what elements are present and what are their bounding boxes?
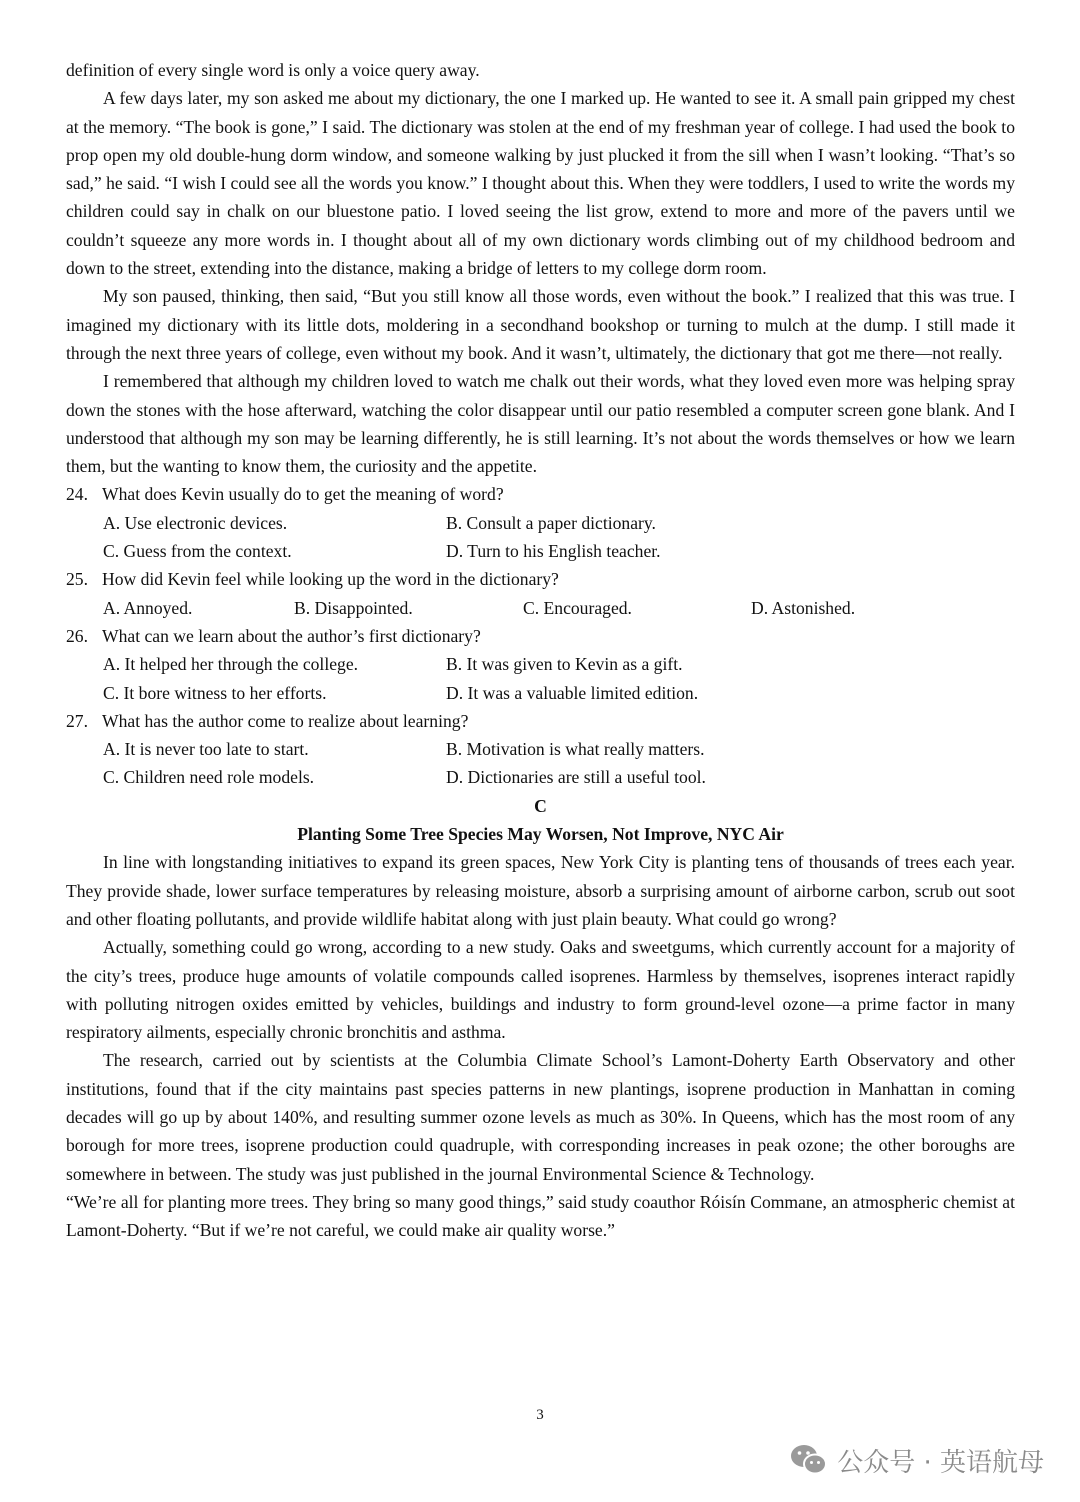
- question-24: [66, 480, 1015, 565]
- question-stem: How did Kevin feel while looking up the word in the dictionary?: [102, 569, 559, 590]
- option-d: D. Turn to his English teacher.: [446, 541, 661, 562]
- paragraph: I remembered that although my children loved to watch me chalk out their words, what they loved even more was helping spray down the stones with the hose afterward, watching the color disappear until our patio resembled a computer screen gone blank. And I understood that although my son may be learning differently, he is still learning. It’s not about the words themselves or how we learn them, but the wanting to know them, the curiosity and the appetite.: [66, 371, 1015, 477]
- section-c: [66, 792, 1015, 1245]
- paragraph: Actually, something could go wrong, according to a new study. Oaks and sweetgums, which currently account for a majority of the city’s trees, produce huge amounts of volatile compounds called isoprenes. Harmless by themselves, isoprenes interact rapidly with polluting nitrogen oxides emitted by vehicles, buildings and industry to form ground-level ozone—a prime factor in many respiratory ailments, especially chronic bronchitis and asthma.: [66, 937, 1015, 1043]
- paragraph: “We’re all for planting more trees. They bring so many good things,” said study coauthor Róisín Commane, an atmospheric chemist at Lamont-Doherty. “But if we’re not careful, we could make air quality worse.”: [66, 1191, 1015, 1241]
- option-c: C. Encouraged.: [523, 597, 632, 618]
- question-number: 24.: [66, 484, 88, 505]
- wechat-icon: [789, 1443, 829, 1477]
- question-list: [66, 480, 1015, 791]
- option-c: C. Guess from the context.: [103, 541, 292, 562]
- section-letter: C: [534, 795, 547, 816]
- page-number: 3: [536, 1407, 544, 1423]
- option-d: D. Dictionaries are still a useful tool.: [446, 767, 706, 788]
- document-page: [66, 56, 1015, 1244]
- question-stem: What can we learn about the author’s first dictionary?: [102, 625, 481, 646]
- option-c: C. It bore witness to her efforts.: [103, 682, 327, 703]
- option-b: B. Motivation is what really matters.: [446, 739, 705, 760]
- paragraph: definition of every single word is only a voice query away.: [66, 60, 480, 80]
- option-c: C. Children need role models.: [103, 767, 315, 788]
- option-b: B. Consult a paper dictionary.: [446, 512, 656, 533]
- watermark: [789, 1440, 1044, 1480]
- watermark-text: 公众号 · 英语航母: [837, 1447, 1044, 1478]
- question-number: 25.: [66, 569, 88, 590]
- option-d: D. Astonished.: [751, 597, 856, 618]
- passage-b-continuation: [66, 56, 1015, 480]
- article-title: Planting Some Tree Species May Worsen, Not Improve, NYC Air: [297, 824, 784, 845]
- question-stem: What does Kevin usually do to get the meaning of word?: [102, 484, 504, 505]
- option-a: A. Use electronic devices.: [103, 512, 288, 533]
- question-27: [66, 707, 1015, 792]
- paragraph: The research, carried out by scientists at the Columbia Climate School’s Lamont-Doherty Earth Observatory and other institutions, found that if the city maintains past species patterns in new plantings, isoprene production in Manhattan in coming decades will go up by about 140%, and resulting summer ozone levels as much as 30%. In Queens, which has the most room of any borough for more trees, isoprene production could quadruple, with corresponding increases in peak ozone; the other boroughs are somewhere in between. The study was just published in the journal Environmental Science & Technology.: [66, 1050, 1015, 1184]
- question-number: 27.: [66, 710, 88, 731]
- question-stem: What has the author come to realize about learning?: [102, 710, 469, 731]
- question-25: [66, 565, 1015, 622]
- question-26: [66, 622, 1015, 707]
- option-d: D. It was a valuable limited edition.: [446, 682, 699, 703]
- paragraph: A few days later, my son asked me about my dictionary, the one I marked up. He wanted to see it. A small pain gripped my chest at the memory. “The book is gone,” I said. The dictionary was stolen at the end of my freshman year of college. I had used the book to prop open my old double-hung dorm window, and someone walking by just plucked it from the sill when I wasn’t looking. “That’s so sad,” he said. “I wish I could see all the words you know.” I thought about this. When they were toddlers, I used to write the words my children could say in chalk on our bluestone patio. I loved seeing the list grow, extend to more and more of the pavers until we couldn’t squeeze any more words in. I thought about all of my own dictionary words climbing out of my childhood bedroom and down to the street, extending into the distance, making a bridge of letters to my college dorm room.: [66, 88, 1015, 279]
- question-number: 26.: [66, 625, 88, 646]
- option-a: A. It is never too late to start.: [103, 739, 309, 760]
- paragraph: My son paused, thinking, then said, “But you still know all those words, even without the book.” I realized that this was true. I imagined my dictionary with its little dots, moldering in a secondhand bookshop or turning to mulch at the dump. I still made it through the next three years of college, even without my book. And it wasn’t, ultimately, the dictionary that got me there—not really.: [66, 286, 1015, 363]
- paragraph: In line with longstanding initiatives to expand its green spaces, New York City is planting tens of thousands of trees each year. They provide shade, lower surface temperatures by releasing moisture, absorb a surprising amount of airborne carbon, scrub out soot and other floating pollutants, and provide wildlife habitat along with just plain beauty. What could go wrong?: [66, 852, 1015, 929]
- option-a: A. It helped her through the college.: [103, 654, 359, 675]
- option-b: B. Disappointed.: [294, 597, 413, 618]
- option-a: A. Annoyed.: [103, 597, 193, 618]
- option-b: B. It was given to Kevin as a gift.: [446, 654, 683, 675]
